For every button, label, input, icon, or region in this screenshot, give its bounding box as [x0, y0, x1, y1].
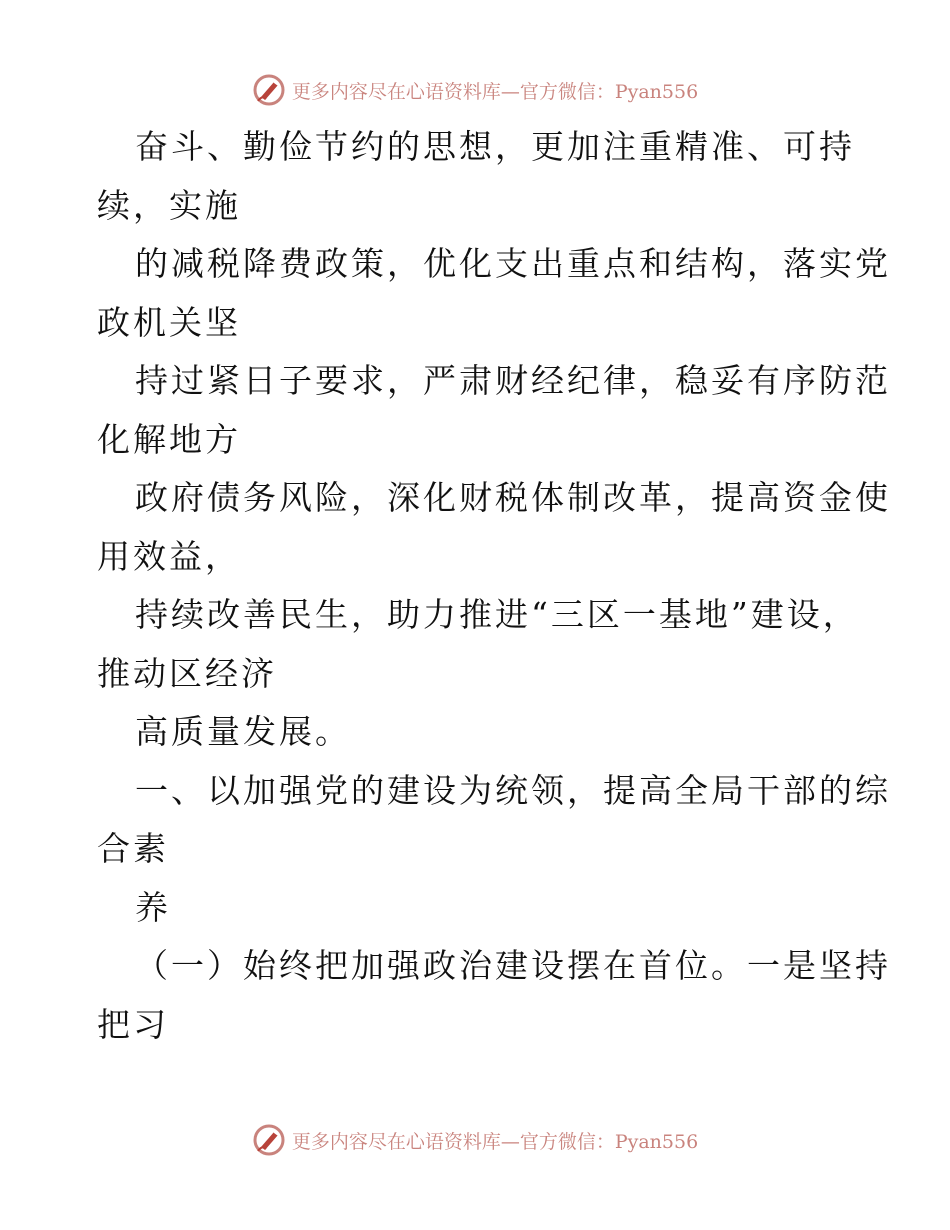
document-body [97, 118, 891, 1054]
body-line: 续，实施 [97, 185, 241, 225]
subsection-line: （一）始终把加强政治建设摆在首位。一是坚持 [135, 946, 891, 985]
body-line: 推动区经济 [97, 653, 277, 693]
body-line: 高质量发展。 [135, 712, 351, 751]
section-heading-line: 一、以加强党的建设为统领，提高全局干部的综 [135, 770, 891, 810]
header-watermark-text: 更多内容尽在心语资料库—官方微信：Pyan556 [291, 80, 699, 103]
body-line: 的减税降费政策，优化支出重点和结构，落实党 [135, 244, 891, 283]
body-line: 奋斗、勤俭节约的思想，更加注重精准、可持 [135, 127, 855, 166]
body-line: 政机关坚 [97, 302, 241, 342]
footer-watermark [0, 1120, 950, 1160]
subsection-line: 把习 [97, 1004, 169, 1044]
footer-watermark-text: 更多内容尽在心语资料库—官方微信：Pyan556 [291, 1130, 699, 1153]
section-heading-line: 养 [135, 887, 171, 927]
body-line: 政府债务风险，深化财税体制改革，提高资金使 [135, 478, 891, 517]
body-line: 化解地方 [97, 419, 241, 459]
header-watermark [0, 70, 950, 110]
pen-logo-icon [252, 1123, 286, 1157]
section-heading-line: 合素 [97, 829, 169, 868]
body-line: 持续改善民生，助力推进“三区一基地”建设， [135, 595, 859, 634]
body-line: 持过紧日子要求，严肃财经纪律，稳妥有序防范 [135, 361, 891, 400]
body-line: 用效益， [97, 536, 241, 576]
pen-logo-icon [252, 73, 286, 107]
